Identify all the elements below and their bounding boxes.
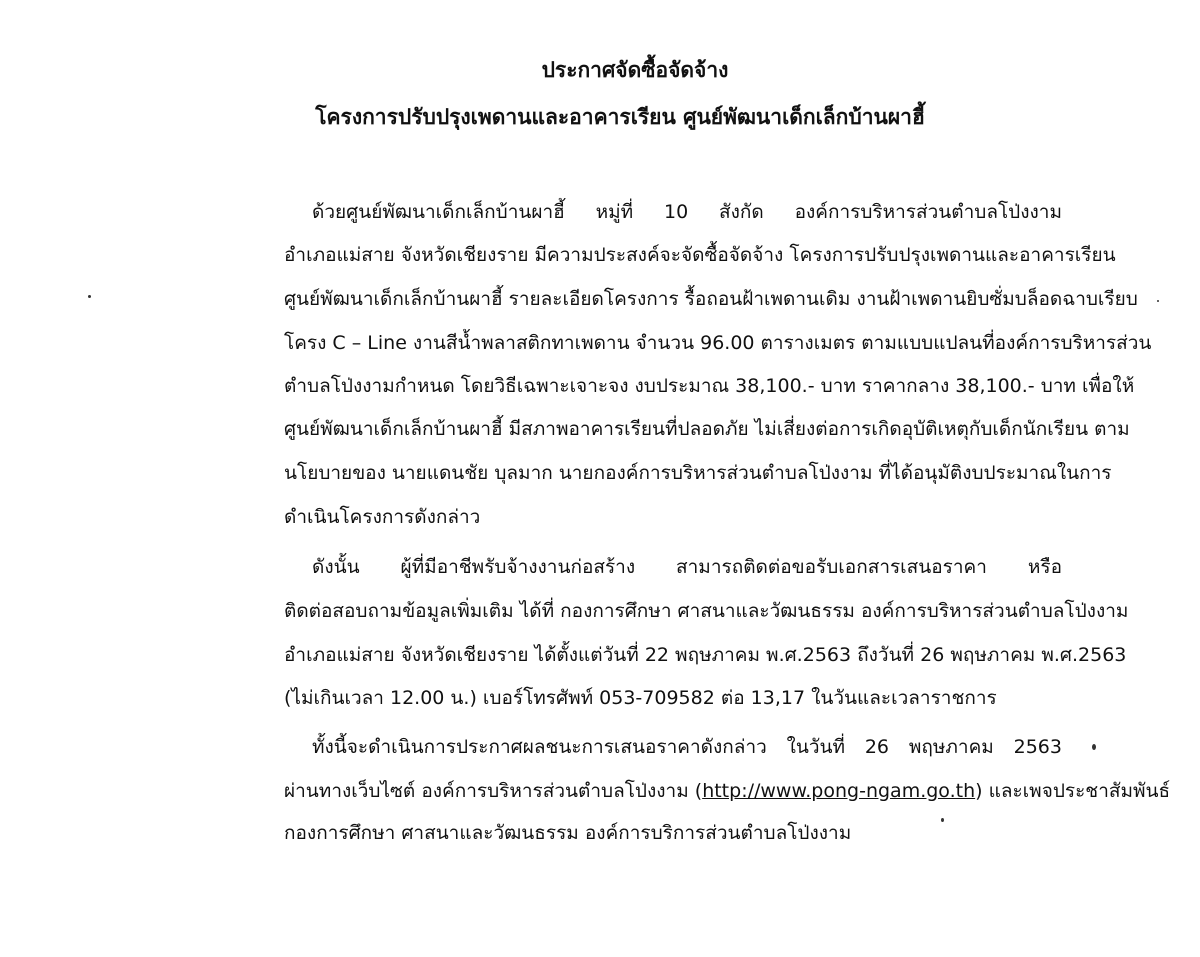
paragraph-2-line: ดังนั้น ผู้ที่มีอาชีพรับจ้างงานก่อสร้าง สามารถติดต่อขอรับเอกสารเสนอราคา หรือ — [312, 556, 1062, 578]
scan-speck — [941, 818, 944, 822]
announcement-title: ประกาศจัดซื้อจัดจ้าง — [541, 58, 729, 82]
paragraph-3-line: ทั้งนี้จะดำเนินการประกาศผลชนะการเสนอราคาดังกล่าว ในวันที่ 26 พฤษภาคม 2563 — [312, 736, 1062, 758]
paragraph-1-line: ตำบลโป่งงามกำหนด โดยวิธีเฉพาะเจาะจง งบประมาณ 38,100.- บาท ราคากลาง 38,100.- บาท เพื่อให้ — [284, 375, 1135, 397]
paragraph-2-line: อำเภอแม่สาย จังหวัดเชียงราย ได้ตั้งแต่วันที่ 22 พฤษภาคม พ.ศ.2563 ถึงวันที่ 26 พฤษภาคม พ.ศ.2563 — [284, 644, 1127, 666]
scan-speck — [1157, 300, 1159, 302]
paragraph-2-line: ติดต่อสอบถามข้อมูลเพิ่มเติม ได้ที่ กองการศึกษา ศาสนาและวัฒนธรรม องค์การบริหารส่วนตำบลโป่งงาม — [284, 600, 1129, 622]
scan-speck — [1092, 744, 1096, 750]
project-title: โครงการปรับปรุงเพดานและอาคารเรียน ศูนย์พัฒนาเด็กเล็กบ้านผาฮี้ — [315, 105, 925, 129]
facebook-page-text: ) และเพจประชาสัมพันธ์ — [975, 780, 1171, 802]
paragraph-1-line: ศูนย์พัฒนาเด็กเล็กบ้านผาฮี้ มีสภาพอาคารเรียนที่ปลอดภัย ไม่เสี่ยงต่อการเกิดอุบัติเหตุกับเด็กนักเรียน ตาม — [284, 418, 1130, 440]
paragraph-1-line: ด้วยศูนย์พัฒนาเด็กเล็กบ้านผาฮี้ หมู่ที่ 10 สังกัด องค์การบริหารส่วนตำบลโป่งงาม — [312, 201, 1062, 223]
paragraph-1-line: ศูนย์พัฒนาเด็กเล็กบ้านผาฮี้ รายละเอียดโครงการ รื้อถอนฝ้าเพดานเดิม งานฝ้าเพดานยิบซั่มบล็อดฉาบเรียบ — [284, 288, 1138, 310]
paragraph-1-line: โครง C – Line งานสีน้ำพลาสติกทาเพดาน จำนวน 96.00 ตารางเมตร ตามแบบแปลนที่องค์การบริหารส่วน — [284, 332, 1152, 354]
paragraph-2-line: (ไม่เกินเวลา 12.00 น.) เบอร์โทรศัพท์ 053-709582 ต่อ 13,17 ในวันและเวลาราชการ — [284, 687, 997, 709]
paragraph-1-line: อำเภอแม่สาย จังหวัดเชียงราย มีความประสงค์จะจัดซื้อจัดจ้าง โครงการปรับปรุงเพดานและอาคารเรียน — [284, 244, 1116, 266]
website-link[interactable]: http://www.pong-ngam.go.th — [702, 780, 976, 802]
website-text: ผ่านทางเว็บไซต์ องค์การบริหารส่วนตำบลโป่งงาม ( — [284, 780, 703, 802]
paragraph-1-line: นโยบายของ นายแดนชัย บุลมาก นายกองค์การบริหารส่วนตำบลโป่งงาม ที่ได้อนุมัติงบประมาณในการ — [284, 462, 1112, 484]
paragraph-3-line: กองการศึกษา ศาสนาและวัฒนธรรม องค์การบริการส่วนตำบลโป่งงาม — [284, 822, 852, 844]
paragraph-3-line — [284, 776, 1171, 806]
scan-speck — [88, 295, 91, 298]
paragraph-1-line: ดำเนินโครงการดังกล่าว — [284, 506, 481, 528]
